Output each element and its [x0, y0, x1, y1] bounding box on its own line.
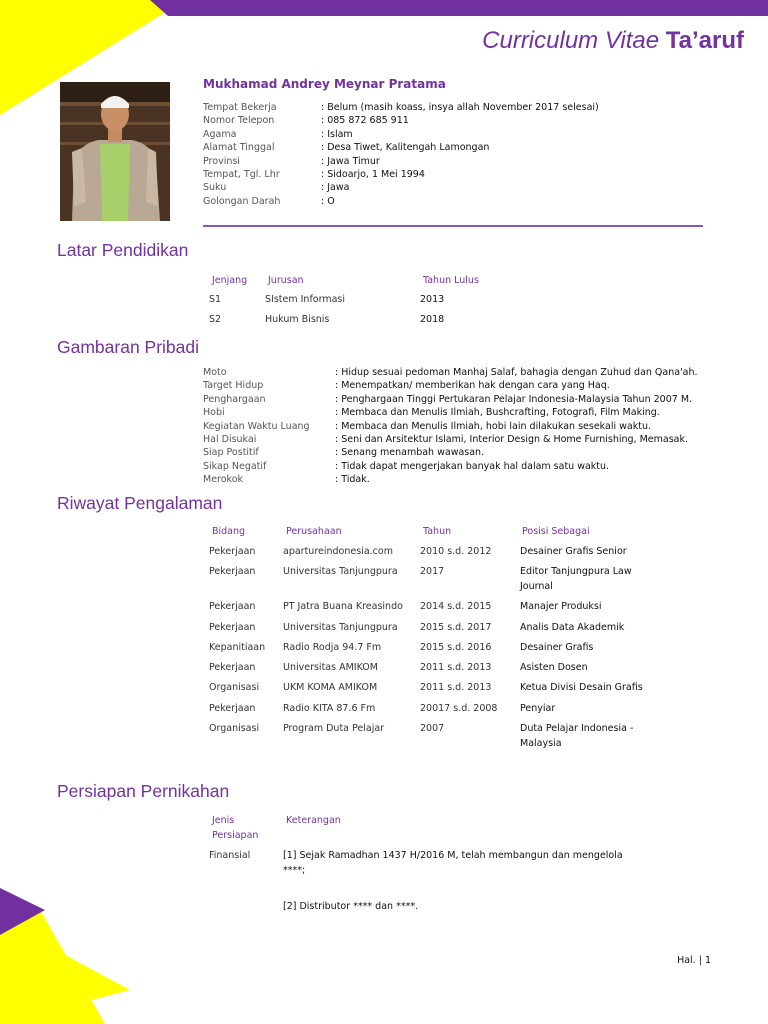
- table-cell: Asisten Dosen: [520, 662, 588, 673]
- table-cell: Pekerjaan: [209, 546, 256, 557]
- profile-row: [203, 168, 723, 181]
- field-label: Moto: [203, 367, 227, 378]
- table-cell: 2014 s.d. 2015: [420, 601, 492, 612]
- personal-row: [203, 420, 743, 433]
- section-heading-education: Latar Pendidikan: [57, 240, 189, 260]
- table-header: Jurusan: [268, 275, 304, 286]
- table-cell: 2011 s.d. 2013: [420, 662, 492, 673]
- top-purple-bar: [150, 0, 768, 16]
- field-value: : Menempatkan/ memberikan hak dengan cara yang Haq.: [335, 380, 610, 392]
- table-cell: Editor Tanjungpura Law Journal: [520, 566, 632, 592]
- person-photo-illustration: [60, 82, 170, 221]
- table-cell: 2015 s.d. 2016: [420, 642, 492, 653]
- personal-details: [203, 366, 743, 487]
- personal-row: [203, 406, 743, 419]
- table-cell: Desainer Grafis Senior: [520, 546, 627, 557]
- table-header: Tahun Lulus: [423, 275, 479, 286]
- field-value: : 085 872 685 911: [321, 115, 409, 127]
- table-cell: Finansial: [209, 850, 251, 861]
- table-header: Perusahaan: [286, 526, 342, 537]
- table-cell: 20017 s.d. 2008: [420, 703, 498, 714]
- field-value: : Sidoarjo, 1 Mei 1994: [321, 168, 425, 180]
- field-value: : O: [321, 195, 335, 207]
- table-cell: 2011 s.d. 2013: [420, 682, 492, 693]
- field-label: Hobi: [203, 407, 225, 419]
- profile-row: [203, 181, 723, 194]
- table-cell: 2018: [420, 314, 445, 325]
- field-value: : Penghargaan Tinggi Pertukaran Pelajar Indonesia-Malaysia Tahun 2007 M.: [335, 393, 693, 405]
- table-cell: Universitas Tanjungpura: [283, 566, 398, 577]
- marriage-note: [2] Distributor **** dan ****.: [283, 901, 419, 912]
- table-cell: Universitas Tanjungpura: [283, 622, 398, 633]
- field-label: Kegiatan Waktu Luang: [203, 420, 310, 432]
- page-number: Hal. | 1: [677, 955, 711, 966]
- table-cell: SIstem Informasi: [265, 294, 346, 305]
- page-title: [482, 27, 744, 55]
- field-label: Golongan Darah: [203, 195, 281, 207]
- table-cell: Ketua Divisi Desain Grafis: [520, 682, 643, 693]
- table-cell: 2015 s.d. 2017: [420, 622, 492, 633]
- profile-details: [203, 101, 723, 208]
- table-cell: Pekerjaan: [209, 566, 256, 577]
- field-label: Hal Disukai: [203, 433, 257, 445]
- table-cell: Penyiar: [520, 703, 556, 714]
- personal-row: [203, 393, 743, 406]
- title-bold: Ta’aruf: [665, 27, 744, 54]
- field-value: : Seni dan Arsitektur Islami, Interior Design & Home Furnishing, Memasak.: [335, 433, 689, 445]
- field-value: : Jawa: [321, 182, 350, 194]
- field-value: : Membaca dan Menulis Ilmiah, Bushcrafting, Fotografi, Film Making.: [335, 407, 660, 419]
- table-cell: S1: [209, 294, 222, 305]
- field-label: Merokok: [203, 474, 244, 486]
- table-cell: UKM KOMA AMIKOM: [283, 682, 378, 693]
- table-cell: Hukum Bisnis: [265, 314, 330, 325]
- table-cell: 2013: [420, 294, 445, 305]
- profile-row: [203, 141, 723, 154]
- field-label: Suku: [203, 182, 227, 194]
- table-header: Jenjang: [212, 275, 248, 286]
- table-cell: Radio Rodja 94.7 Fm: [283, 642, 382, 653]
- table-cell: Pekerjaan: [209, 703, 256, 714]
- table-cell: 2010 s.d. 2012: [420, 546, 492, 557]
- table-cell: 2007: [420, 723, 445, 734]
- table-cell: 2017: [420, 566, 445, 577]
- personal-row: [203, 446, 743, 459]
- table-header: Jenis Persiapan: [212, 815, 259, 841]
- section-heading-personal: Gambaran Pribadi: [57, 337, 200, 357]
- field-label: Sikap Negatif: [203, 460, 267, 472]
- field-label: Penghargaan: [203, 393, 266, 405]
- table-cell: Desainer Grafis: [520, 642, 594, 653]
- field-label: Tempat Bekerja: [203, 102, 277, 113]
- table-cell: Universitas AMIKOM: [283, 662, 378, 673]
- table-cell: Analis Data Akademik: [520, 622, 625, 633]
- personal-row: [203, 366, 743, 379]
- field-label: Siap Postitif: [203, 447, 259, 459]
- divider: [203, 225, 703, 227]
- personal-row: [203, 460, 743, 473]
- table-cell: Manajer Produksi: [520, 601, 602, 612]
- field-label: Alamat Tinggal: [203, 142, 275, 154]
- table-cell: Kepanitiaan: [209, 642, 266, 653]
- field-value: : Hidup sesuai pedoman Manhaj Salaf, bahagia dengan Zuhud dan Qana'ah.: [335, 367, 698, 378]
- profile-row: [203, 101, 723, 114]
- table-cell: Organisasi: [209, 723, 260, 734]
- marriage-note: [1] Sejak Ramadhan 1437 H/2016 M, telah membangun dan mengelola ****;: [283, 850, 623, 876]
- table-cell: PT Jatra Buana Kreasindo: [283, 601, 403, 612]
- section-heading-marriage: Persiapan Pernikahan: [57, 781, 230, 801]
- profile-row: [203, 114, 723, 127]
- field-value: : Membaca dan Menulis Ilmiah, hobi lain dilakukan sesekali waktu.: [335, 420, 651, 432]
- table-cell: Duta Pelajar Indonesia - Malaysia: [520, 723, 634, 749]
- field-value: : Tidak.: [335, 474, 370, 486]
- field-value: : Tidak dapat mengerjakan banyak hal dalam satu waktu.: [335, 460, 610, 472]
- field-label: Target Hidup: [203, 380, 264, 392]
- profile-photo: [60, 82, 170, 221]
- personal-row: [203, 473, 743, 486]
- table-cell: Radio KITA 87.6 Fm: [283, 703, 376, 714]
- bottom-left-yellow-wedge: [0, 910, 105, 1024]
- table-cell: Pekerjaan: [209, 662, 256, 673]
- field-value: : Belum (masih koass, insya allah November 2017 selesai): [321, 102, 599, 113]
- profile-name: Mukhamad Andrey Meynar Pratama: [203, 77, 446, 91]
- field-value: : Desa Tiwet, Kalitengah Lamongan: [321, 142, 490, 154]
- field-label: Agama: [203, 128, 237, 140]
- table-cell: Pekerjaan: [209, 601, 256, 612]
- field-value: : Senang menambah wawasan.: [335, 447, 485, 459]
- field-value: : Islam: [321, 128, 353, 140]
- table-header: Posisi Sebagai: [522, 526, 590, 537]
- personal-row: [203, 379, 743, 392]
- table-cell: apartureindonesia.com: [283, 546, 393, 557]
- table-cell: S2: [209, 314, 222, 325]
- table-cell: Pekerjaan: [209, 622, 256, 633]
- field-label: Tempat, Tgl. Lhr: [203, 168, 280, 180]
- table-header: Tahun: [423, 526, 452, 537]
- section-heading-experience: Riwayat Pengalaman: [57, 493, 223, 513]
- field-value: : Jawa Timur: [321, 155, 380, 167]
- field-label: Provinsi: [203, 155, 240, 167]
- title-italic: Curriculum Vitae: [482, 27, 660, 54]
- field-label: Nomor Telepon: [203, 115, 275, 127]
- table-header: Bidang: [212, 526, 246, 537]
- profile-row: [203, 195, 723, 208]
- profile-row: [203, 128, 723, 141]
- personal-row: [203, 433, 743, 446]
- profile-row: [203, 155, 723, 168]
- table-header: Keterangan: [286, 815, 341, 826]
- table-cell: Program Duta Pelajar: [283, 723, 385, 734]
- table-cell: Organisasi: [209, 682, 260, 693]
